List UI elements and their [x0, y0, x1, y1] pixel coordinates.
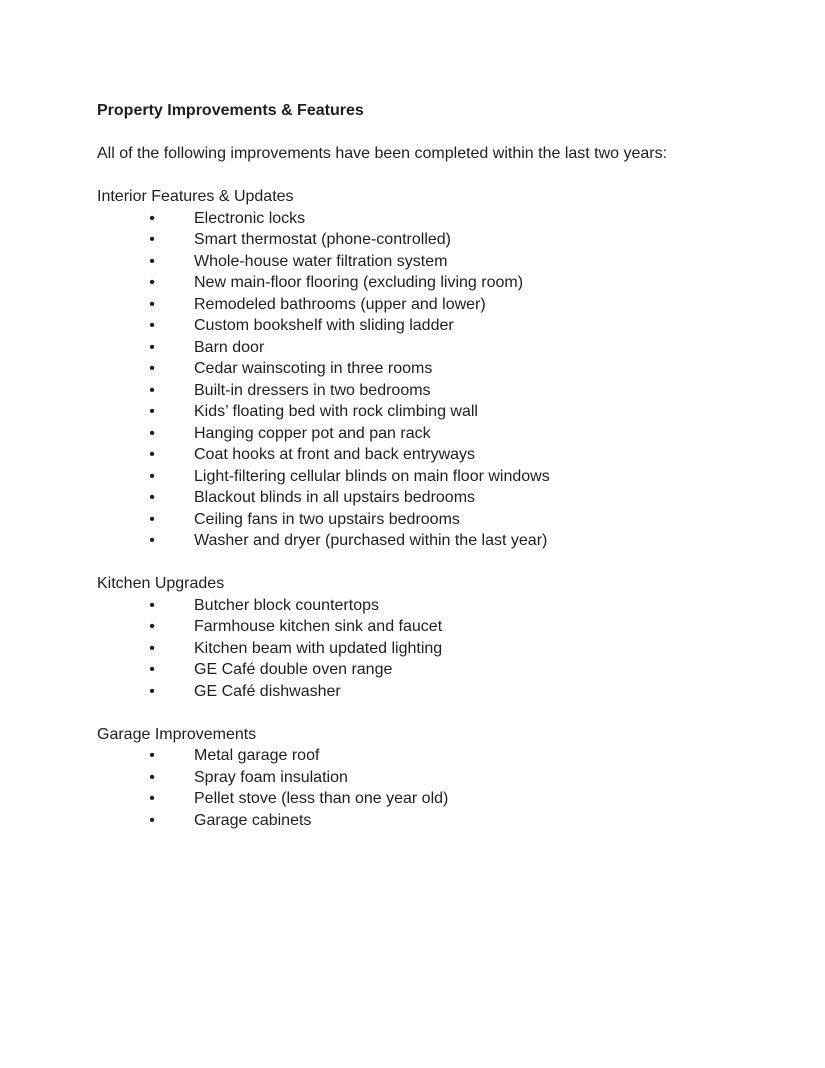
bullet-dot-icon: • [149, 811, 155, 829]
bullet-item-text: Spray foam insulation [194, 768, 348, 786]
bullet-item-text: Pellet stove (less than one year old) [194, 790, 449, 807]
bullet-item [97, 466, 728, 488]
bullet-dot-icon: • [149, 682, 155, 700]
section-heading: Interior Features & Updates [97, 188, 294, 205]
bullet-list [97, 208, 728, 552]
bullet-dot-icon: • [149, 747, 155, 764]
bullet-item-text: New main-floor flooring (excluding living room) [194, 274, 524, 291]
bullet-dot-icon: • [149, 446, 155, 463]
bullet-item [97, 487, 728, 509]
bullet-item-text: Farmhouse kitchen sink and faucet [194, 618, 443, 635]
bullet-dot-icon: • [149, 532, 155, 549]
bullet-item [97, 401, 728, 423]
bullet-item [97, 509, 728, 531]
bullet-item-text: Kids’ floating bed with rock climbing wall [194, 403, 478, 420]
bullet-item-text: Metal garage roof [194, 747, 320, 764]
bullet-list [97, 745, 728, 831]
bullet-item-text: Blackout blinds in all upstairs bedrooms [194, 489, 476, 506]
bullet-item-text: Hanging copper pot and pan rack [194, 424, 431, 442]
bullet-dot-icon: • [149, 360, 155, 377]
bullet-item [97, 358, 728, 380]
bullet-item [97, 767, 728, 789]
bullet-item [97, 315, 728, 337]
bullet-dot-icon: • [149, 467, 155, 485]
bullet-item-text: Whole-house water filtration system [194, 252, 448, 270]
bullet-item [97, 745, 728, 767]
document-title: Property Improvements & Features [97, 102, 364, 119]
section-heading: Kitchen Upgrades [97, 575, 225, 592]
bullet-dot-icon: • [149, 209, 155, 227]
bullet-item [97, 294, 728, 316]
sections-container [97, 186, 728, 831]
bullet-item [97, 380, 728, 402]
bullet-item [97, 337, 728, 359]
bullet-dot-icon: • [149, 317, 155, 334]
bullet-item-text: GE Café double oven range [194, 661, 393, 678]
bullet-item-text: Smart thermostat (phone-controlled) [194, 231, 451, 248]
bullet-dot-icon: • [149, 510, 155, 528]
bullet-item-text: Custom bookshelf with sliding ladder [194, 317, 454, 334]
section-heading: Garage Improvements [97, 725, 257, 743]
bullet-dot-icon: • [149, 661, 155, 678]
bullet-item [97, 595, 728, 617]
bullet-item [97, 530, 728, 552]
bullet-item [97, 659, 728, 681]
section [97, 573, 728, 702]
bullet-item-text: Kitchen beam with updated lighting [194, 639, 443, 657]
bullet-dot-icon: • [149, 338, 155, 356]
bullet-item-text: Garage cabinets [194, 811, 312, 829]
bullet-dot-icon: • [149, 403, 155, 420]
bullet-item-text: Ceiling fans in two upstairs bedrooms [194, 510, 460, 528]
bullet-item [97, 810, 728, 832]
bullet-item [97, 444, 728, 466]
bullet-list [97, 595, 728, 703]
section [97, 724, 728, 832]
bullet-item [97, 681, 728, 703]
bullet-item-text: Washer and dryer (purchased within the last year) [194, 532, 548, 549]
bullet-item-text: Remodeled bathrooms (upper and lower) [194, 295, 486, 313]
bullet-item-text: Barn door [194, 338, 265, 356]
bullet-item [97, 251, 728, 273]
bullet-item [97, 638, 728, 660]
bullet-item-text: Electronic locks [194, 209, 306, 227]
bullet-dot-icon: • [149, 274, 155, 291]
bullet-dot-icon: • [149, 252, 155, 270]
bullet-item [97, 788, 728, 810]
bullet-item-text: Built-in dressers in two bedrooms [194, 381, 431, 399]
section [97, 186, 728, 552]
bullet-item-text: Butcher block countertops [194, 596, 379, 614]
bullet-item-text: Light-filtering cellular blinds on main floor windows [194, 467, 550, 485]
bullet-dot-icon: • [149, 596, 155, 614]
bullet-dot-icon: • [149, 768, 155, 786]
bullet-item [97, 423, 728, 445]
bullet-dot-icon: • [149, 639, 155, 657]
bullet-dot-icon: • [149, 424, 155, 442]
bullet-dot-icon: • [149, 295, 155, 313]
bullet-dot-icon: • [149, 231, 155, 248]
bullet-item-text: Cedar wainscoting in three rooms [194, 360, 433, 377]
bullet-dot-icon: • [149, 790, 155, 807]
bullet-item [97, 616, 728, 638]
bullet-dot-icon: • [149, 618, 155, 635]
bullet-item [97, 229, 728, 251]
bullet-item-text: Coat hooks at front and back entryways [194, 446, 476, 463]
intro-paragraph: All of the following improvements have been completed within the last two years: [97, 145, 668, 162]
bullet-item-text: GE Café dishwasher [194, 682, 341, 700]
bullet-item [97, 272, 728, 294]
bullet-item [97, 208, 728, 230]
bullet-dot-icon: • [149, 489, 155, 506]
bullet-dot-icon: • [149, 381, 155, 399]
